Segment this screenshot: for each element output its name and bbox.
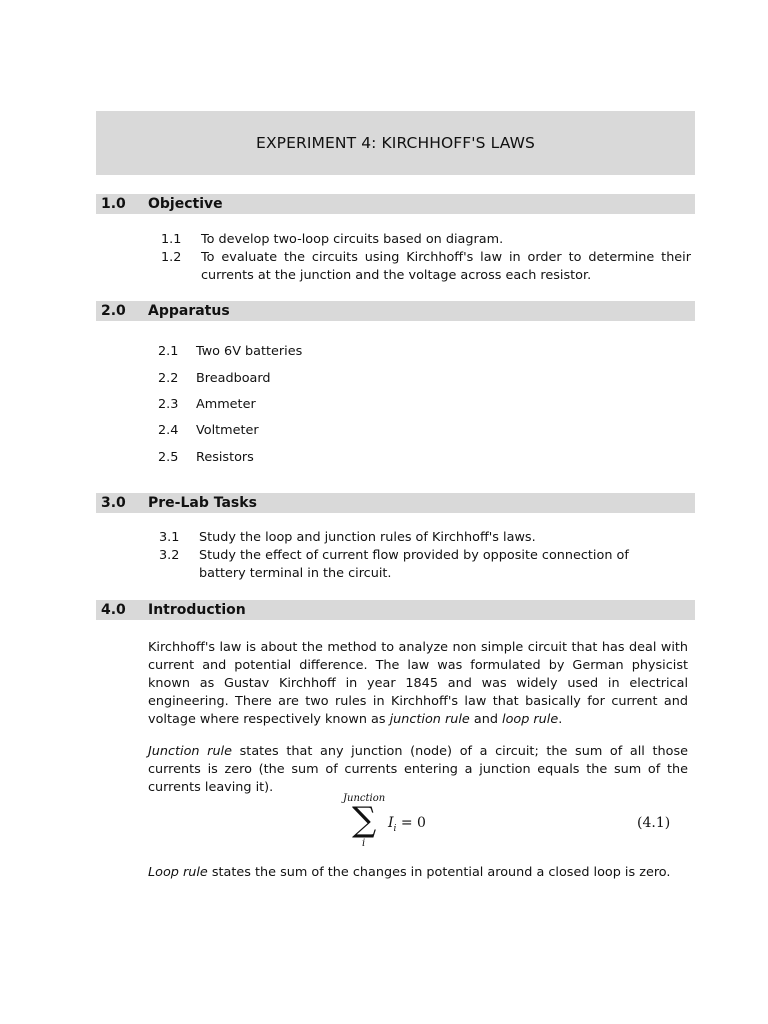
paragraph-text: states the sum of the changes in potential around a closed loop is zero. <box>207 865 671 880</box>
summation-symbol: ∑ <box>352 800 377 840</box>
item-number: 2.1 <box>158 344 179 359</box>
summation-upper-limit: Junction <box>343 793 386 804</box>
list-item <box>159 529 689 547</box>
item-text: Ammeter <box>196 397 256 412</box>
section-number: 2.0 <box>101 303 126 319</box>
section-title: Apparatus <box>148 303 230 319</box>
list-item <box>161 231 691 249</box>
section-title: Pre-Lab Tasks <box>148 495 257 511</box>
item-text: Two 6V batteries <box>196 344 303 359</box>
intro-paragraph <box>148 639 688 729</box>
title-band <box>96 111 695 175</box>
equation-rest: = 0 <box>396 815 426 831</box>
section-header-apparatus <box>96 301 695 321</box>
section-number: 4.0 <box>101 602 126 618</box>
current-variable: I <box>388 815 394 831</box>
loop-rule-paragraph <box>148 864 688 882</box>
item-text: Study the effect of current flow provided by opposite connection of battery terminal in the circuit. <box>199 548 629 581</box>
section-number: 1.0 <box>101 196 126 212</box>
section-title: Objective <box>148 196 223 212</box>
section-header-prelab <box>96 493 695 513</box>
term-loop-rule: loop rule <box>502 712 559 727</box>
item-number: 2.5 <box>158 450 179 465</box>
item-text: Resistors <box>196 450 254 465</box>
section-number: 3.0 <box>101 495 126 511</box>
list-item <box>158 396 558 414</box>
item-number: 3.1 <box>159 530 180 545</box>
item-text: Study the loop and junction rules of Kirchhoff's laws. <box>199 530 536 545</box>
junction-rule-paragraph <box>148 743 688 797</box>
section-title: Introduction <box>148 602 246 618</box>
item-number: 2.4 <box>158 423 179 438</box>
term-loop-rule: Loop rule <box>148 865 208 880</box>
summation-index: i <box>362 838 366 849</box>
section-header-introduction <box>96 600 695 620</box>
item-number: 2.2 <box>158 371 179 386</box>
list-item <box>158 370 558 388</box>
item-text: Breadboard <box>196 371 271 386</box>
paragraph-text: Kirchhoff's law is about the method to analyze non simple circuit that has deal with current and potential difference. The law was formulated by German physicist known as Gustav Kirchhoff in year 1845 and was widely used in electrical engineering. There are two rules in Kirchhoff's law that basically for current and voltage where respectively known as <box>148 640 688 727</box>
item-number: 1.2 <box>161 250 182 265</box>
paragraph-text: states that any junction (node) of a circuit; the sum of all those currents is zero (the sum of currents entering a junction equals the sum of the currents leaving it). <box>148 744 688 795</box>
list-item <box>158 343 558 361</box>
item-text: To evaluate the circuits using Kirchhoff's law in order to determine their currents at the junction and the voltage across each resistor. <box>201 250 691 283</box>
list-item <box>159 547 689 583</box>
equation-number: (4.1) <box>637 815 671 831</box>
term-junction-rule: junction rule <box>389 712 470 727</box>
paragraph-text: . <box>558 712 563 727</box>
list-item <box>158 449 558 467</box>
equation-body <box>388 815 426 834</box>
item-number: 1.1 <box>161 232 182 247</box>
list-item <box>158 422 558 440</box>
item-text: To develop two-loop circuits based on diagram. <box>201 232 504 247</box>
list-item <box>161 249 691 285</box>
current-subscript: i <box>393 823 397 834</box>
item-number: 2.3 <box>158 397 179 412</box>
item-text: Voltmeter <box>196 423 259 438</box>
term-junction-rule: Junction rule <box>148 744 232 759</box>
document-title: EXPERIMENT 4: KIRCHHOFF'S LAWS <box>256 134 535 152</box>
item-number: 3.2 <box>159 548 180 563</box>
section-header-objective <box>96 194 695 214</box>
paragraph-text: and <box>469 712 503 727</box>
